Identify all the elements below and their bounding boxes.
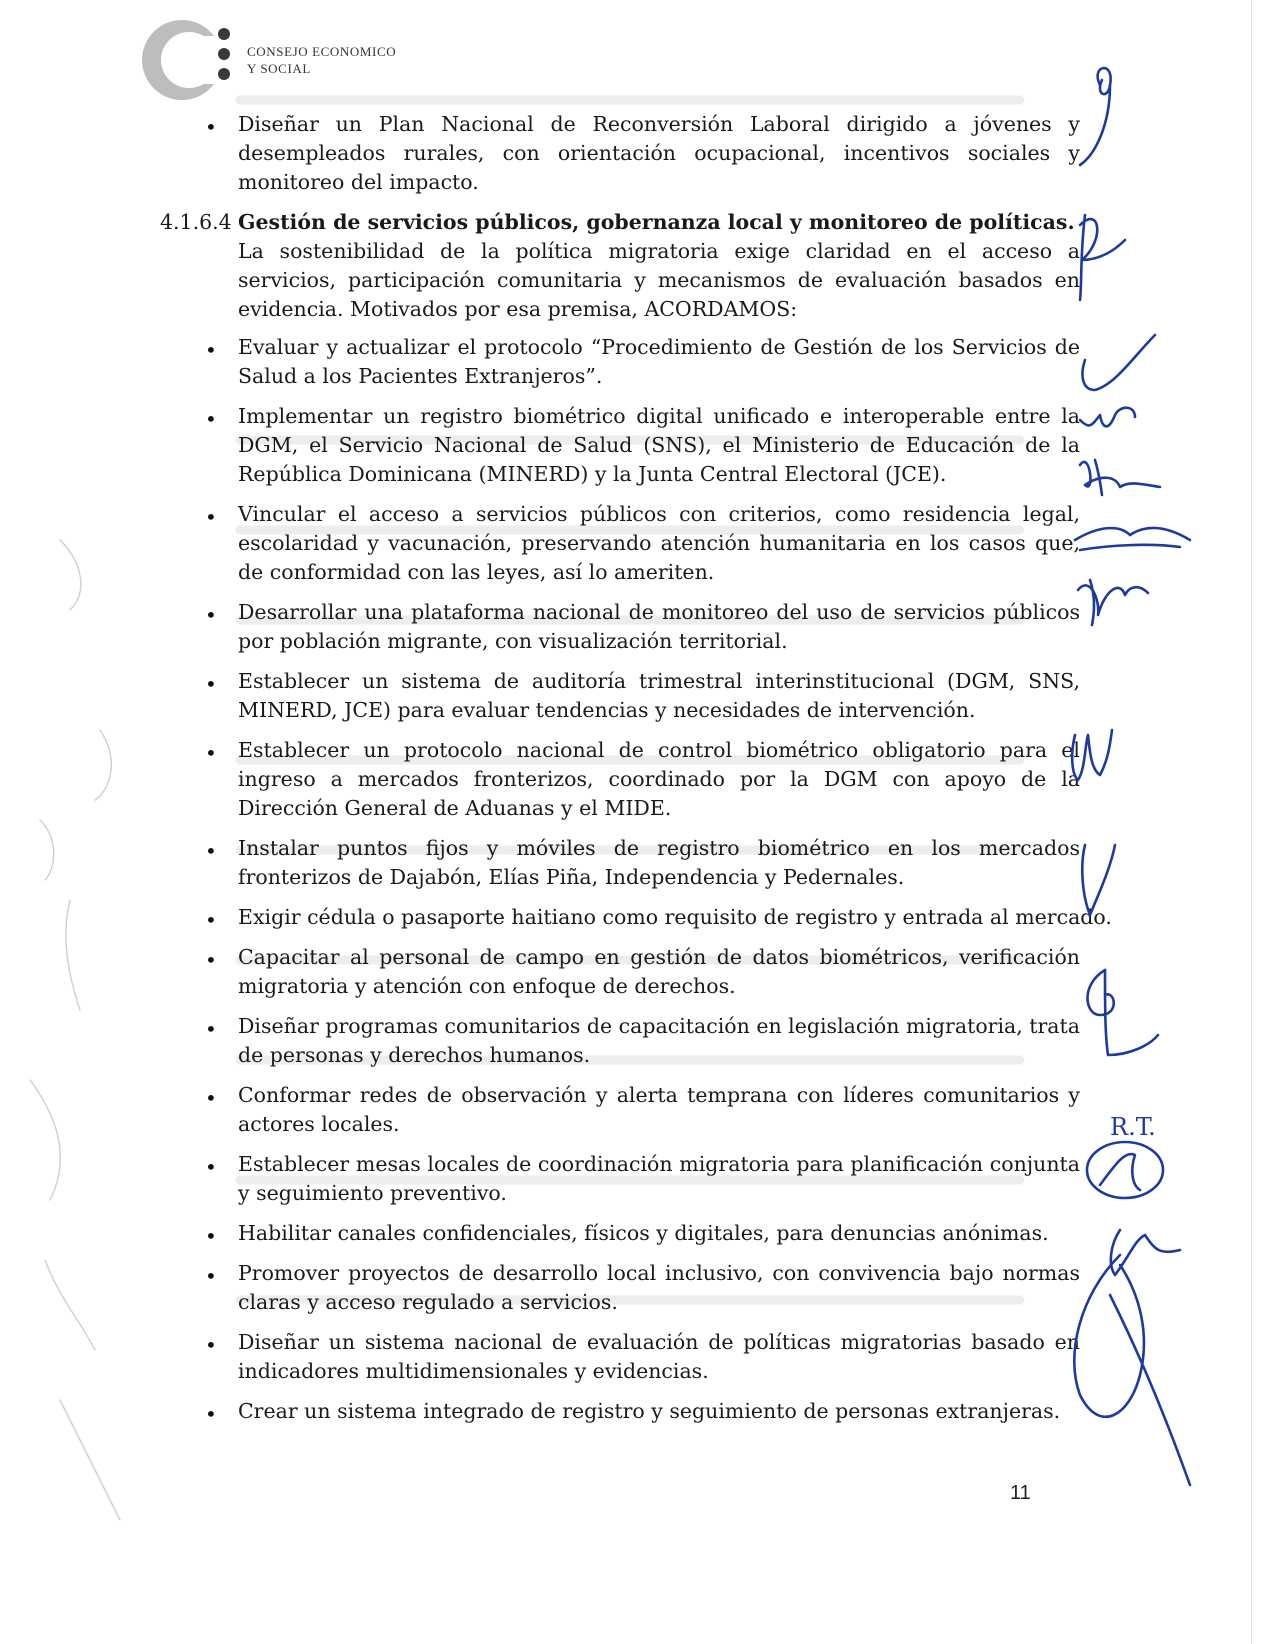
- list-item-text: Conformar redes de observación y alerta temprana con líderes comunitarios y actores locales.: [238, 1083, 1080, 1136]
- list-item: [160, 943, 1080, 1001]
- list-item: [160, 1081, 1080, 1139]
- list-item: [160, 598, 1080, 656]
- bullet-icon: •: [205, 1333, 217, 1357]
- bullet-icon: •: [205, 115, 217, 139]
- bullet-icon: •: [205, 1402, 217, 1426]
- signature-4: [1080, 408, 1135, 427]
- list-item-text: Establecer mesas locales de coordinación migratoria para planificación conjunta y seguimiento preventivo.: [238, 1152, 1080, 1205]
- ces-logo-mark: [140, 16, 260, 106]
- list-item: [160, 110, 1080, 197]
- signature-10: [1088, 970, 1159, 1055]
- page-edge-line: [1251, 0, 1252, 1644]
- list-item-text: Capacitar al personal de campo en gestión de datos biométricos, verificación migratoria y atención con enfoque de derechos.: [238, 945, 1080, 998]
- signature-3: [1082, 335, 1155, 390]
- left-margin-pencil-marks: [0, 520, 160, 1620]
- list-item: [160, 667, 1080, 725]
- bullet-icon: •: [205, 505, 217, 529]
- list-item: [160, 333, 1080, 391]
- list-item-text: Evaluar y actualizar el protocolo “Procedimiento de Gestión de los Servicios de Salud a los Pacientes Extranjeros”.: [238, 335, 1080, 388]
- agreements-list: [160, 333, 1112, 1426]
- bullet-icon: •: [205, 908, 217, 932]
- signature-11: [1074, 1230, 1190, 1485]
- section-title: Gestión de servicios públicos, gobernanza local y monitoreo de políticas.: [238, 210, 1075, 234]
- list-item-text: Vincular el acceso a servicios públicos con criterios, como residencia legal, escolaridad y vacunación, preservando atención humanitaria en los casos que, de conformidad con las leyes, así lo ameriten.: [238, 502, 1080, 584]
- margin-signatures: [1060, 55, 1240, 1495]
- bullet-icon: •: [205, 672, 217, 696]
- bullet-icon: •: [205, 1155, 217, 1179]
- bullet-icon: •: [205, 338, 217, 362]
- list-item: [160, 834, 1080, 892]
- list-item: [160, 736, 1080, 823]
- list-item-text: Promover proyectos de desarrollo local inclusivo, con convivencia bajo normas claras y acceso regulado a servicios.: [238, 1261, 1080, 1314]
- list-item: [160, 1397, 1080, 1426]
- list-item: [160, 1150, 1080, 1208]
- bullet-icon: •: [205, 603, 217, 627]
- page-number: 11: [1010, 1482, 1031, 1504]
- signature-rt: [1087, 1113, 1163, 1198]
- section-intro: La sostenibilidad de la política migratoria exige claridad en el acceso a servicios, participación comunitaria y mecanismos de evaluación basados en evidencia. Motivados por esa premisa, ACORDAMOS:: [238, 239, 1080, 321]
- bullet-icon: •: [205, 1264, 217, 1288]
- bullet-icon: •: [205, 1224, 217, 1248]
- list-item-text: Implementar un registro biométrico digital unificado e interoperable entre la DGM, el Servicio Nacional de Salud (SNS), el Ministerio de Educación de la República Dominicana (MINERD) y la Junta Central Electoral (JCE).: [238, 404, 1080, 486]
- signature-9: [1082, 845, 1115, 915]
- organization-name: [247, 43, 396, 77]
- bullet-icon: •: [205, 1017, 217, 1041]
- list-item-text: Desarrollar una plataforma nacional de monitoreo del uso de servicios públicos por población migrante, con visualización territorial.: [238, 600, 1080, 653]
- signature-7: [1078, 580, 1148, 625]
- signature-5: [1080, 460, 1160, 495]
- logo-initials: ES: [174, 49, 207, 76]
- organization-name-line1: CONSEJO ECONOMICO: [247, 44, 397, 59]
- list-item-text: Diseñar un Plan Nacional de Reconversión Laboral dirigido a jóvenes y desempleados rurales, con orientación ocupacional, incentivos sociales y monitoreo del impacto.: [238, 112, 1080, 194]
- list-item-text: Establecer un protocolo nacional de control biométrico obligatorio para el ingreso a mercados fronterizos, coordinado por la DGM con apoyo de la Dirección General de Aduanas y el MIDE.: [238, 738, 1080, 820]
- bullet-icon: •: [205, 948, 217, 972]
- list-item-text: Crear un sistema integrado de registro y seguimiento de personas extranjeras.: [238, 1399, 1061, 1423]
- bullet-icon: •: [205, 407, 217, 431]
- list-item: [160, 903, 1112, 932]
- bullet-icon: •: [205, 741, 217, 765]
- list-item: [160, 1328, 1080, 1386]
- section-number: 4.1.6.4: [160, 210, 232, 234]
- list-item-text: Instalar puntos fijos y móviles de registro biométrico en los mercados fronterizos de Dajabón, Elías Piña, Independencia y Pedernales.: [238, 836, 1080, 889]
- list-item: [160, 1012, 1080, 1070]
- bullet-icon: •: [205, 1086, 217, 1110]
- signature-rt-initials: R.T.: [1110, 1113, 1156, 1141]
- list-item: [160, 1259, 1080, 1317]
- bullet-icon: •: [205, 839, 217, 863]
- list-item-text: Establecer un sistema de auditoría trimestral interinstitucional (DGM, SNS, MINERD, JCE) para evaluar tendencias y necesidades de intervención.: [238, 669, 1080, 722]
- signature-8: [1072, 730, 1112, 780]
- list-item-text: Exigir cédula o pasaporte haitiano como requisito de registro y entrada al mercado.: [238, 905, 1112, 929]
- document-body: [160, 110, 1112, 1437]
- list-item-text: Diseñar un sistema nacional de evaluación de políticas migratorias basado en indicadores multidimensionales y evidencias.: [238, 1330, 1080, 1383]
- list-item: [160, 402, 1080, 489]
- list-item: [160, 500, 1080, 587]
- list-item-text: Diseñar programas comunitarios de capacitación en legislación migratoria, trata de personas y derechos humanos.: [238, 1014, 1080, 1067]
- list-item-text: Habilitar canales confidenciales, físicos y digitales, para denuncias anónimas.: [238, 1221, 1049, 1245]
- list-item: [160, 1219, 1080, 1248]
- signature-1: [1080, 68, 1111, 165]
- intro-list: [160, 110, 1080, 197]
- signature-2: [1080, 215, 1125, 300]
- signature-6: [1075, 528, 1190, 550]
- organization-name-line2: Y SOCIAL: [247, 61, 311, 76]
- section-4-1-6-4: [160, 208, 1080, 324]
